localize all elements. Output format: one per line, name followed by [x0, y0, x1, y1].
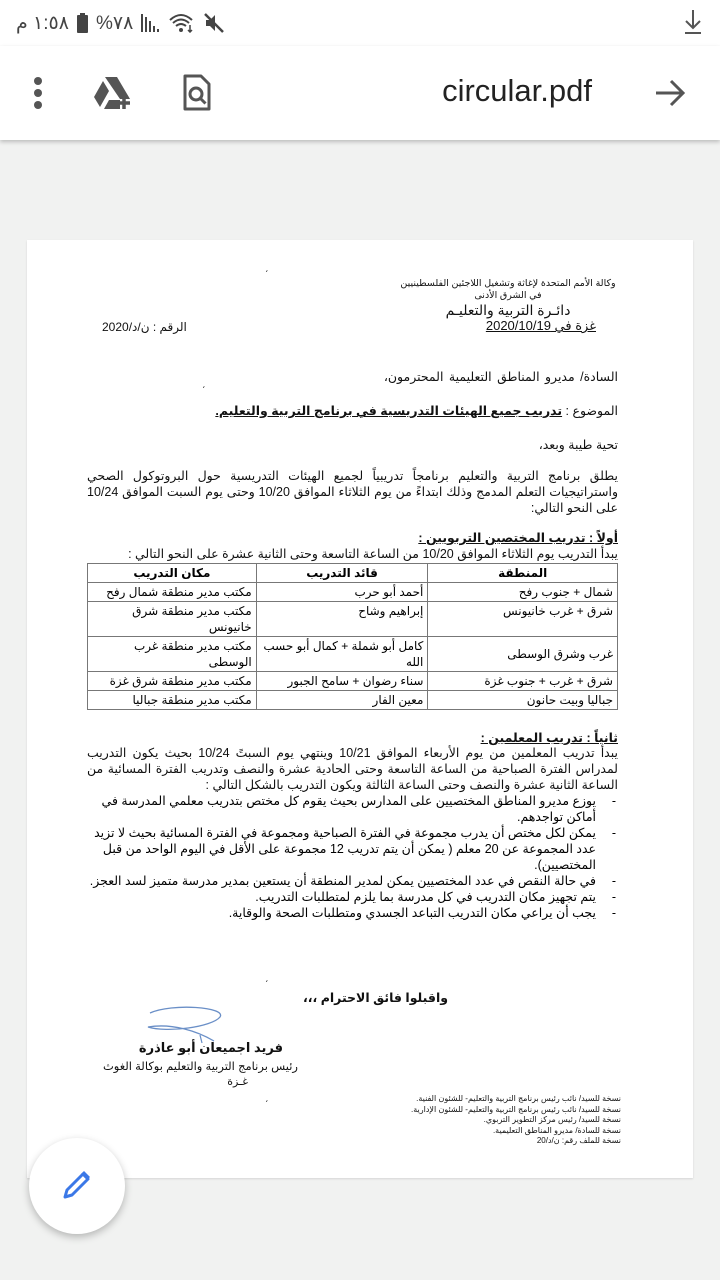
cell-leader: إبراهيم وشاح — [256, 602, 428, 637]
status-bar — [0, 0, 720, 46]
cell-region: غرب وشرق الوسطى — [428, 637, 618, 672]
cell-region: شرق + غرب + جنوب غزة — [428, 672, 618, 691]
add-to-drive-icon — [92, 75, 134, 111]
cell-leader: معين الفار — [256, 691, 428, 710]
table-row — [88, 583, 618, 602]
copy-line: نسخة للسيد/ رئيس مركز التطوير التربوي. — [483, 1115, 621, 1124]
bullet-marker: - — [611, 906, 616, 920]
signature-scribble — [142, 1005, 232, 1045]
cell-place: مكتب مدير منطقة غرب الوسطى — [88, 637, 257, 672]
battery-percent: %٧٨ — [95, 12, 134, 34]
signatory-city: غـزة — [227, 1076, 248, 1088]
bullet-text: يمكن لكل مختص أن يدرب مجموعة في الفترة الصباحية ومجموعة في الفترة المسائية بحيث لا تزيد عدد المجموعة عن 20 معلم ( يمكن أن يتم تدريب 12 مجموعة على الأقل في اليوم الواحد من قبل المختصيين). — [94, 826, 596, 872]
cell-leader: كامل أبو شملة + كمال أبو حسب الله — [256, 637, 428, 672]
letterhead — [398, 278, 618, 318]
copy-line: نسخة للسادة/ مديرو المناطق التعليمية. — [492, 1125, 621, 1135]
table-header-row — [88, 564, 618, 583]
battery-icon — [77, 13, 88, 33]
bullet-marker: - — [611, 874, 616, 888]
greeting: تحية طيبة وبعد، — [538, 438, 618, 452]
list-item — [87, 793, 618, 825]
header-leader: قائد التدريب — [256, 564, 428, 583]
cell-place: مكتب مدير منطقة شرق خانيونس — [88, 602, 257, 637]
download-icon — [682, 8, 706, 36]
scan-mark: ˊ — [265, 980, 269, 991]
signatory-title: رئيس برنامج التربية والتعليم بوكالة الغوث — [102, 1061, 298, 1073]
list-item — [87, 873, 618, 889]
edit-fab-button[interactable] — [29, 1138, 125, 1234]
toolbar — [0, 46, 720, 140]
bullet-text: يوزع مديرو المناطق المختصيين على المدارس بحيث يقوم كل مختص بتدريب معلمي المدرسة في أماكن تواجدهم. — [101, 794, 596, 824]
more-vert-icon — [32, 76, 44, 110]
cell-region: شرق + غرب خانيونس — [428, 602, 618, 637]
copies-list — [411, 1094, 621, 1147]
table-row — [88, 637, 618, 672]
scan-mark: ˊ — [265, 270, 269, 281]
subject-text: تدريب جميع الهيئات التدريسية في برنامج التربية والتعليم. — [215, 404, 563, 418]
subject-line — [215, 403, 618, 418]
cell-region: جباليا وبيت حانون — [428, 691, 618, 710]
bullet-marker: - — [611, 794, 616, 808]
signal-icon — [141, 14, 161, 32]
intro-paragraph: يطلق برنامج التربية والتعليم برنامجاً تدريبياً لجميع الهيئات التدريسية حول البروتوكول الصحي واستراتيجيات التعلم المدمج وذلك ابتداءً من يوم الثلاثاء الموافق 10/20 وحتى يوم السبت الموافق 10/24 على النحو التالي: — [87, 469, 618, 515]
department: دائـرة التربية والتعليـم — [445, 302, 571, 318]
list-item — [87, 825, 618, 873]
bullet-text: في حالة النقص في عدد المختصيين يمكن لمدير المنطقة أن يستعين بمدير مدرسة متميز لسد العجز. — [89, 874, 596, 888]
section1-title: أولاً : تدريب المختصين التربويين : — [418, 531, 618, 545]
cell-place: مكتب مدير منطقة جباليا — [88, 691, 257, 710]
section2-title: ثانياً : تدريب المعلمين : — [480, 731, 618, 745]
training-table — [87, 563, 618, 710]
document-title: circular.pdf — [442, 73, 592, 108]
cell-place: مكتب مدير منطقة شمال رفح — [88, 583, 257, 602]
copy-line: نسخة للسيد/ نائب رئيس برنامج التربية والتعليم- للشئون الفنية. — [416, 1094, 621, 1103]
open-arrow-icon — [654, 79, 686, 107]
section2-bullets — [87, 793, 618, 921]
find-in-page-button[interactable] — [172, 68, 222, 118]
header-place: مكان التدريب — [88, 564, 257, 583]
bullet-text: يجب أن يراعي مكان التدريب التباعد الجسدي ومتطلبات الصحة والوقاية. — [228, 906, 596, 920]
more-options-button[interactable] — [13, 68, 63, 118]
org-line-2: في الشرق الأدنى — [474, 290, 542, 301]
signatory-name: فريد اجميعان أبو عاذرة — [138, 1040, 283, 1055]
mute-icon — [203, 12, 225, 34]
cell-leader: أحمد أبو حرب — [256, 583, 428, 602]
addressee: السادة/ مديرو المناطق التعليمية المحترمون، — [383, 370, 618, 384]
table-row — [88, 672, 618, 691]
wifi-icon — [169, 13, 195, 33]
cell-place: مكتب مدير منطقة شرق غزة — [88, 672, 257, 691]
find-in-page-icon — [182, 74, 212, 112]
org-line-1: وكالة الأمم المتحدة لإغاثة وتشغيل اللاجئين الفلسطينيين — [400, 278, 616, 289]
add-to-drive-button[interactable] — [88, 68, 138, 118]
status-icons — [16, 8, 225, 38]
edit-pencil-icon — [60, 1169, 94, 1203]
cell-leader: سناء رضوان + سامح الجبور — [256, 672, 428, 691]
bullet-text: يتم تجهيز مكان التدريب في كل مدرسة بما يلزم لمتطلبات التدريب. — [255, 890, 596, 904]
cell-region: شمال + جنوب رفح — [428, 583, 618, 602]
bullet-marker: - — [611, 826, 616, 840]
subject-label: الموضوع : — [562, 404, 618, 418]
open-with-button[interactable] — [645, 68, 695, 118]
list-item — [87, 905, 618, 921]
list-item — [87, 889, 618, 905]
table-row — [88, 691, 618, 710]
reference-number: الرقم : ن/د/2020 — [102, 320, 187, 334]
pdf-page — [27, 240, 693, 1178]
letter-date: غزة في 2020/10/19 — [485, 318, 596, 333]
section1-line: يبدأ التدريب يوم الثلاثاء الموافق 10/20 من الساعة التاسعة وحتى الثانية عشرة على النحو التالي : — [128, 547, 618, 561]
bullet-marker: - — [611, 890, 616, 904]
scan-mark: ˊ — [265, 1100, 269, 1111]
copy-line: نسخة للملف رقم: ن/د/20 — [536, 1136, 621, 1145]
clock: ١:٥٨ م — [16, 12, 69, 34]
table-row — [88, 602, 618, 637]
scan-mark: ˊ — [202, 386, 206, 397]
section2-body: يبدأ تدريب المعلمين من يوم الأربعاء الموافق 10/21 وينتهي يوم السبتً 10/24 بحيث يكون التدريب لمدراس الفترة الصباحية من الساعة التاسعة وحتى الحادية عشرة والنصف وتدريب الفترة المسائية من الساعة الثانية عشرة والنصف وحتى الساعة الثالثة ويكون التدريب بالشكل التالي : — [87, 746, 618, 792]
header-region: المنطقة — [428, 564, 618, 583]
closing: واقبلوا فائق الاحترام ،،، — [303, 991, 448, 1005]
copy-line: نسخة للسيد/ نائب رئيس برنامج التربية والتعليم- للشئون الإدارية. — [411, 1104, 621, 1114]
